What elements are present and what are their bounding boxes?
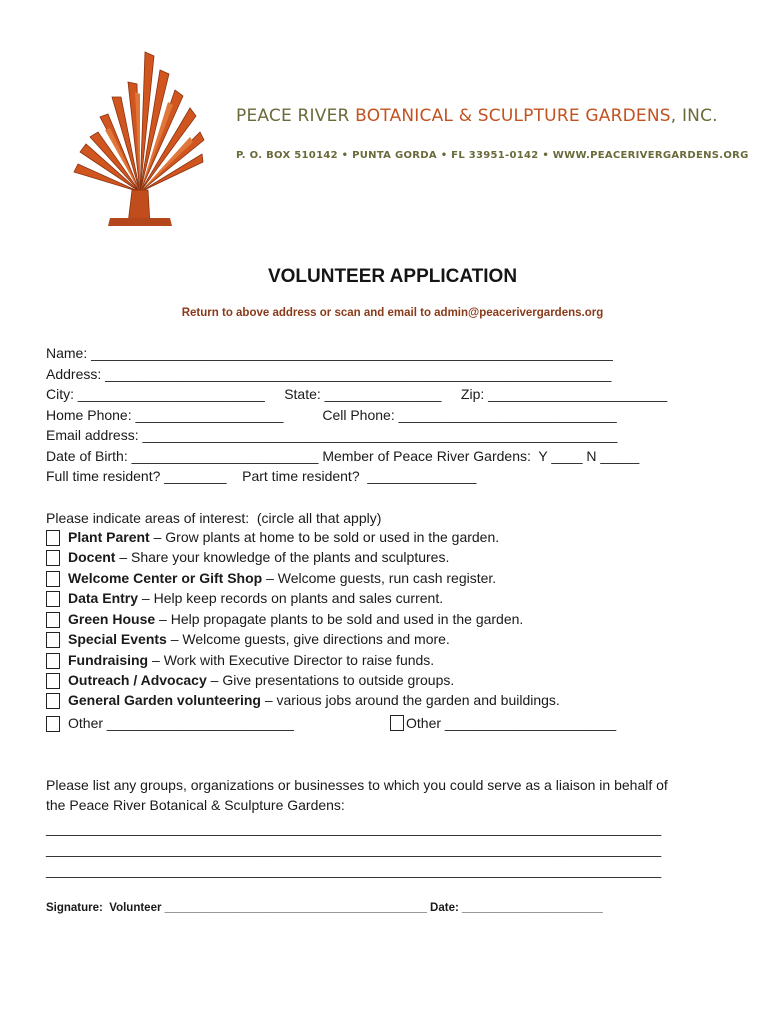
checkbox[interactable] — [46, 693, 60, 709]
interest-title: Data Entry — [68, 590, 139, 606]
organization-address: P. O. BOX 510142 • PUNTA GORDA • FL 33951-0142 • WWW.PEACERIVERGARDENS.ORG — [236, 150, 749, 161]
checkbox[interactable] — [46, 653, 60, 669]
interest-welcome-center[interactable] — [46, 570, 496, 587]
interest-desc: – Help keep records on plants and sales current. — [138, 590, 444, 606]
interest-outreach[interactable] — [46, 672, 454, 689]
palm-leaf-logo — [50, 42, 230, 227]
interest-desc: – Share your knowledge of the plants and sculptures. — [115, 549, 450, 565]
interest-title: Outreach / Advocacy — [68, 672, 207, 688]
liaison-answer-line[interactable]: _______________________________________________________________________________ — [46, 820, 662, 836]
checkbox[interactable] — [46, 591, 60, 607]
interest-title: Special Events — [68, 631, 167, 647]
other-2-checkbox[interactable] — [390, 715, 404, 731]
checkbox[interactable] — [46, 673, 60, 689]
interest-plant-parent[interactable] — [46, 529, 499, 546]
interest-desc: – various jobs around the garden and buildings. — [260, 692, 560, 708]
residency-field[interactable]: Full time resident? ________ Part time resident? ______________ — [46, 468, 477, 484]
checkbox[interactable] — [46, 571, 60, 587]
interest-desc: – Work with Executive Director to raise funds. — [148, 652, 435, 668]
interest-title: Fundraising — [68, 652, 149, 668]
liaison-answer-line[interactable]: _______________________________________________________________________________ — [46, 862, 662, 878]
checkbox[interactable] — [46, 716, 60, 732]
organization-name — [236, 106, 718, 126]
checkbox[interactable] — [46, 632, 60, 648]
liaison-prompt-line2: the Peace River Botanical & Sculpture Gardens: — [46, 797, 345, 813]
interests-intro: Please indicate areas of interest: (circle all that apply) — [46, 510, 382, 526]
liaison-answer-line[interactable]: _______________________________________________________________________________ — [46, 841, 662, 857]
other-2-label[interactable]: Other ______________________ — [406, 715, 617, 731]
interest-title: Green House — [68, 611, 156, 627]
interest-data-entry[interactable] — [46, 590, 443, 607]
address-field[interactable]: Address: _________________________________________________________________ — [46, 366, 612, 382]
interest-title: General Garden volunteering — [68, 692, 261, 708]
org-name-part3: , INC. — [670, 106, 718, 126]
interest-desc: – Welcome guests, give directions and more. — [166, 631, 450, 647]
interest-desc: – Give presentations to outside groups. — [206, 672, 455, 688]
interest-desc: – Welcome guests, run cash register. — [262, 570, 497, 586]
form-title: VOLUNTEER APPLICATION — [267, 266, 518, 287]
interest-other-1[interactable] — [46, 715, 294, 732]
interest-title: Docent — [68, 549, 116, 565]
interest-fundraising[interactable] — [46, 652, 434, 669]
form-subtitle: Return to above address or scan and email to admin@peacerivergardens.org — [181, 307, 604, 319]
checkbox[interactable] — [46, 530, 60, 546]
interest-docent[interactable] — [46, 549, 449, 566]
interest-desc: – Help propagate plants to be sold and used in the garden. — [155, 611, 524, 627]
org-name-part2: BOTANICAL & SCULPTURE GARDENS — [355, 106, 671, 126]
other-1-label: Other ________________________ — [68, 715, 294, 731]
signature-date-line[interactable]: Signature: Volunteer _________________________________________ Date: ______________________ — [46, 902, 603, 914]
dob-member-field[interactable]: Date of Birth: ________________________ Member of Peace River Gardens: Y ____ N _____ — [46, 448, 640, 464]
interest-green-house[interactable] — [46, 611, 523, 628]
interest-special-events[interactable] — [46, 631, 450, 648]
interest-title: Welcome Center or Gift Shop — [68, 570, 263, 586]
interest-desc: – Grow plants at home to be sold or used in the garden. — [149, 529, 500, 545]
checkbox[interactable] — [46, 550, 60, 566]
city-state-zip-field[interactable]: City: ________________________ State: _______________ Zip: _______________________ — [46, 386, 668, 402]
interest-title: Plant Parent — [68, 529, 150, 545]
org-name-part1: PEACE RIVER — [236, 106, 356, 126]
phone-fields[interactable]: Home Phone: ___________________ Cell Phone: ____________________________ — [46, 407, 617, 423]
name-field[interactable]: Name: ___________________________________________________________________ — [46, 345, 613, 361]
checkbox[interactable] — [46, 612, 60, 628]
email-field[interactable]: Email address: _____________________________________________________________ — [46, 427, 618, 443]
interest-general-garden[interactable] — [46, 692, 560, 709]
liaison-prompt-line1: Please list any groups, organizations or businesses to which you could serve as a liaison in behalf of — [46, 777, 668, 793]
